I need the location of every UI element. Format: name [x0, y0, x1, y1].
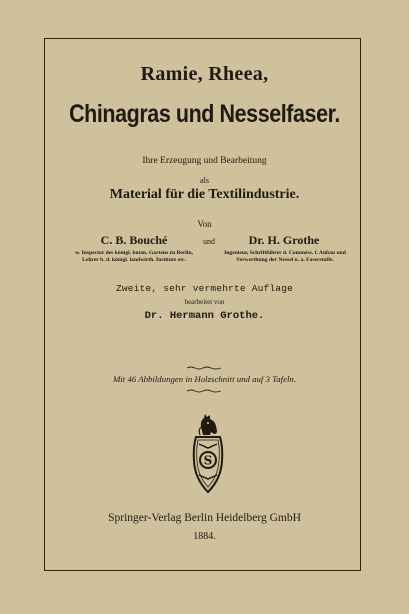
svg-text:S: S: [203, 453, 213, 468]
author1-description-line-2: Lehrer b. d. königl. landwirth. Institute etc.: [82, 257, 186, 263]
subtitle-line-1: Ihre Erzeugung und Bearbeitung: [142, 156, 267, 166]
von-label: Von: [197, 219, 212, 229]
author2-description-line-1: Ingenieur, Schriftführer d. Comméss. f. Anbau und: [224, 250, 346, 256]
author2-description-line-2: Verwerthung der Nessel u. a. Faserstoffe.: [236, 257, 334, 263]
author1-description-line-1: w. Inspector des königl. botan. Gartens zu Berlin,: [75, 250, 193, 256]
subtitle-line-2: Material für die Textilindustrie.: [109, 187, 300, 202]
swash-ornament-bottom-icon: [186, 389, 222, 393]
springer-knight-shield-icon: [188, 413, 228, 495]
edition-line: Zweite, sehr vermehrte Auflage: [115, 283, 294, 294]
bearbeitet-von-label: bearbeitet von: [184, 298, 225, 306]
publication-year: 1884.: [193, 531, 216, 542]
subtitle-als: als: [200, 176, 209, 185]
illustrations-note: Mit 46 Abbildungen in Holzschnitt und auf 3 Tafeln.: [112, 374, 297, 384]
author2-name: Dr. H. Grothe: [248, 233, 320, 247]
title-line-1: Ramie, Rheea,: [140, 63, 269, 85]
und-label: und: [203, 237, 215, 246]
author1-name: C. B. Bouché: [100, 233, 168, 247]
title-line-2: Chinagras und Nesselfaser.: [69, 100, 340, 128]
publisher-line: Springer-Verlag Berlin Heidelberg GmbH: [108, 512, 301, 524]
swash-ornament-top-icon: [186, 366, 222, 370]
editor-name: Dr. Hermann Grothe.: [144, 310, 265, 322]
